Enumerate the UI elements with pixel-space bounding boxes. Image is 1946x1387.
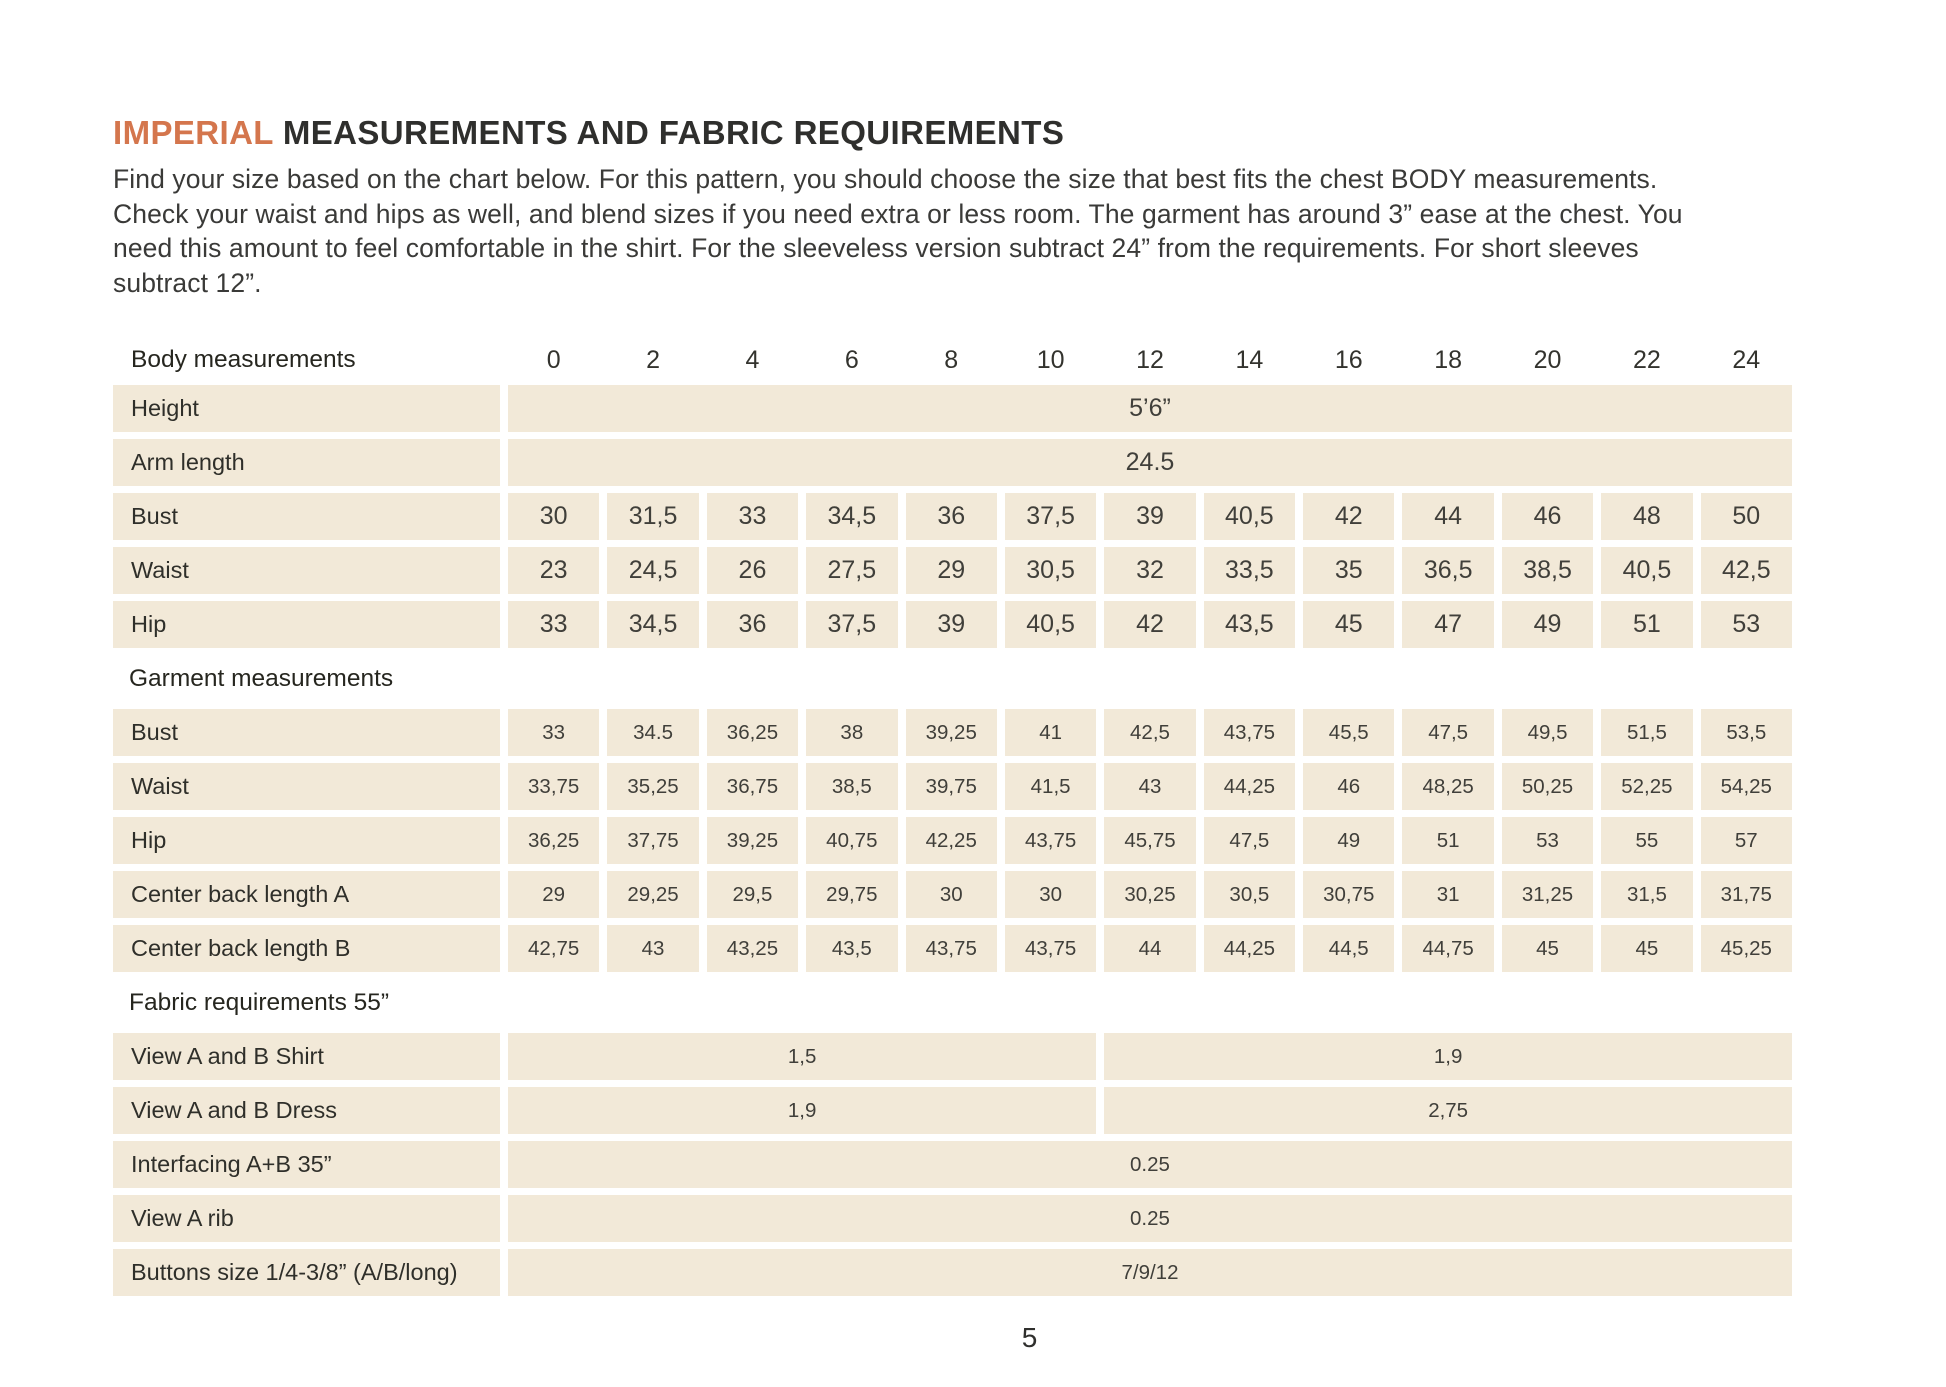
section-header: Garment measurements — [129, 664, 394, 692]
page-title-accent: IMPERIAL — [113, 114, 274, 151]
value-cell: 33 — [508, 601, 599, 648]
size-column-header: 18 — [1434, 345, 1463, 374]
value-cell: 45,75 — [1104, 817, 1195, 864]
row-label: Height — [113, 385, 500, 432]
row-label: View A and B Shirt — [113, 1033, 500, 1080]
value-cell: 33 — [508, 709, 599, 756]
size-column-header: 10 — [1036, 345, 1065, 374]
value-cell: 57 — [1701, 817, 1792, 864]
value-cell: 43 — [1104, 763, 1195, 810]
value-cell: 42,5 — [1701, 547, 1792, 594]
value-cell: 49 — [1303, 817, 1394, 864]
value-cell: 39 — [1104, 493, 1195, 540]
value-cell: 41 — [1005, 709, 1096, 756]
value-cell: 45 — [1601, 925, 1692, 972]
value-cell: 30,75 — [1303, 871, 1394, 918]
value-cell: 45,5 — [1303, 709, 1394, 756]
value-cell: 45,25 — [1701, 925, 1792, 972]
value-cell: 38,5 — [1502, 547, 1593, 594]
size-column-header: 14 — [1235, 345, 1264, 374]
value-cell: 42,5 — [1104, 709, 1195, 756]
merged-value-cell: 1,9 — [508, 1087, 1096, 1134]
table-header-label: Body measurements — [131, 346, 356, 373]
value-cell: 40,75 — [806, 817, 897, 864]
value-cell: 37,75 — [607, 817, 698, 864]
value-cell: 27,5 — [806, 547, 897, 594]
value-cell: 30 — [1005, 871, 1096, 918]
value-cell: 48,25 — [1402, 763, 1493, 810]
value-cell: 34,5 — [607, 601, 698, 648]
size-column-header: 0 — [546, 345, 561, 374]
row-label: Bust — [113, 709, 500, 756]
size-column-header: 12 — [1136, 345, 1164, 374]
value-cell: 50,25 — [1502, 763, 1593, 810]
value-cell: 47 — [1402, 601, 1493, 648]
merged-value-cell: 1,9 — [1104, 1033, 1792, 1080]
row-label: Bust — [113, 493, 500, 540]
value-cell: 29 — [906, 547, 997, 594]
value-cell: 53,5 — [1701, 709, 1792, 756]
value-cell: 23 — [508, 547, 599, 594]
value-cell: 36,5 — [1402, 547, 1493, 594]
value-cell: 36 — [906, 493, 997, 540]
row-label: Hip — [113, 817, 500, 864]
value-cell: 31,75 — [1701, 871, 1792, 918]
value-cell: 43,75 — [906, 925, 997, 972]
value-cell: 37,5 — [806, 601, 897, 648]
section-header: Fabric requirements 55” — [129, 988, 390, 1016]
merged-value-cell: 2,75 — [1104, 1087, 1792, 1134]
size-column-header: 2 — [646, 345, 661, 374]
size-column-header: 8 — [944, 345, 959, 374]
value-cell: 36,75 — [707, 763, 798, 810]
value-cell: 38,5 — [806, 763, 897, 810]
value-cell: 45 — [1502, 925, 1593, 972]
value-cell: 36 — [707, 601, 798, 648]
value-cell: 30,5 — [1204, 871, 1295, 918]
merged-value-cell: 5’6” — [508, 385, 1792, 432]
value-cell: 29,75 — [806, 871, 897, 918]
value-cell: 42 — [1303, 493, 1394, 540]
value-cell: 51,5 — [1601, 709, 1692, 756]
value-cell: 30 — [508, 493, 599, 540]
value-cell: 33,5 — [1204, 547, 1295, 594]
page-title-rest: MEASUREMENTS AND FABRIC REQUIREMENTS — [273, 114, 1065, 151]
value-cell: 43,5 — [1204, 601, 1295, 648]
row-label: Interfacing A+B 35” — [113, 1141, 500, 1188]
page-title — [113, 112, 1946, 154]
value-cell: 31,25 — [1502, 871, 1593, 918]
value-cell: 53 — [1701, 601, 1792, 648]
value-cell: 46 — [1502, 493, 1593, 540]
value-cell: 30,25 — [1104, 871, 1195, 918]
value-cell: 44,25 — [1204, 763, 1295, 810]
value-cell: 35 — [1303, 547, 1394, 594]
row-label: Center back length A — [113, 871, 500, 918]
value-cell: 48 — [1601, 493, 1692, 540]
value-cell: 29,5 — [707, 871, 798, 918]
row-label: Waist — [113, 547, 500, 594]
value-cell: 36,25 — [707, 709, 798, 756]
intro-line: Find your size based on the chart below. For this pattern, you should choose the size that best fits the chest BODY measurements. — [113, 164, 1658, 194]
value-cell: 44 — [1104, 925, 1195, 972]
value-cell: 37,5 — [1005, 493, 1096, 540]
value-cell: 47,5 — [1204, 817, 1295, 864]
value-cell: 39,75 — [906, 763, 997, 810]
value-cell: 34,5 — [806, 493, 897, 540]
value-cell: 44,5 — [1303, 925, 1394, 972]
value-cell: 29,25 — [607, 871, 698, 918]
value-cell: 43 — [607, 925, 698, 972]
value-cell: 24,5 — [607, 547, 698, 594]
value-cell: 34.5 — [607, 709, 698, 756]
value-cell: 43,75 — [1005, 817, 1096, 864]
value-cell: 49,5 — [1502, 709, 1593, 756]
value-cell: 41,5 — [1005, 763, 1096, 810]
size-column-header: 22 — [1633, 345, 1661, 374]
value-cell: 47,5 — [1402, 709, 1493, 756]
intro-line: subtract 12”. — [113, 267, 262, 298]
value-cell: 46 — [1303, 763, 1394, 810]
row-label: View A rib — [113, 1195, 500, 1242]
value-cell: 31,5 — [607, 493, 698, 540]
value-cell: 42,75 — [508, 925, 599, 972]
value-cell: 29 — [508, 871, 599, 918]
value-cell: 35,25 — [607, 763, 698, 810]
size-column-header: 16 — [1334, 345, 1363, 374]
value-cell: 55 — [1601, 817, 1692, 864]
row-label: Arm length — [113, 439, 500, 486]
value-cell: 33 — [707, 493, 798, 540]
value-cell: 39 — [906, 601, 997, 648]
row-label: View A and B Dress — [113, 1087, 500, 1134]
value-cell: 38 — [806, 709, 897, 756]
merged-value-cell: 24.5 — [508, 439, 1792, 486]
value-cell: 26 — [707, 547, 798, 594]
row-label: Center back length B — [113, 925, 500, 972]
intro-line: Check your waist and hips as well, and blend sizes if you need extra or less room. The garment has around 3” ease at the chest. You — [113, 198, 1683, 229]
value-cell: 43,25 — [707, 925, 798, 972]
value-cell: 32 — [1104, 547, 1195, 594]
size-column-header: 20 — [1533, 345, 1562, 374]
value-cell: 30,5 — [1005, 547, 1096, 594]
value-cell: 53 — [1502, 817, 1593, 864]
value-cell: 51 — [1601, 601, 1692, 648]
size-column-header: 24 — [1732, 345, 1761, 374]
value-cell: 36,25 — [508, 817, 599, 864]
value-cell: 44 — [1402, 493, 1493, 540]
row-label: Buttons size 1/4-3/8” (A/B/long) — [113, 1249, 500, 1296]
merged-value-cell: 0.25 — [508, 1195, 1792, 1242]
value-cell: 51 — [1402, 817, 1493, 864]
row-label: Waist — [113, 763, 500, 810]
value-cell: 40,5 — [1204, 493, 1295, 540]
value-cell: 33,75 — [508, 763, 599, 810]
size-table — [113, 342, 1792, 1296]
value-cell: 44,25 — [1204, 925, 1295, 972]
size-column-header: 4 — [745, 345, 760, 374]
value-cell: 52,25 — [1601, 763, 1692, 810]
value-cell: 49 — [1502, 601, 1593, 648]
value-cell: 42,25 — [906, 817, 997, 864]
merged-value-cell: 1,5 — [508, 1033, 1096, 1080]
value-cell: 39,25 — [906, 709, 997, 756]
value-cell: 31 — [1402, 871, 1493, 918]
merged-value-cell: 7/9/12 — [508, 1249, 1792, 1296]
merged-value-cell: 0.25 — [508, 1141, 1792, 1188]
size-column-header: 6 — [844, 345, 859, 374]
page-number: 5 — [1021, 1322, 1038, 1353]
value-cell: 43,5 — [806, 925, 897, 972]
value-cell: 44,75 — [1402, 925, 1493, 972]
value-cell: 40,5 — [1005, 601, 1096, 648]
intro-line: need this amount to feel comfortable in the shirt. For the sleeveless version subtract 24” from the requirements. For short sleeves — [113, 233, 1639, 263]
intro-paragraph — [113, 162, 1946, 300]
value-cell: 43,75 — [1204, 709, 1295, 756]
row-label: Hip — [113, 601, 500, 648]
value-cell: 31,5 — [1601, 871, 1692, 918]
value-cell: 40,5 — [1601, 547, 1692, 594]
value-cell: 43,75 — [1005, 925, 1096, 972]
value-cell: 42 — [1104, 601, 1195, 648]
value-cell: 39,25 — [707, 817, 798, 864]
value-cell: 45 — [1303, 601, 1394, 648]
value-cell: 30 — [906, 871, 997, 918]
value-cell: 54,25 — [1701, 763, 1792, 810]
value-cell: 50 — [1701, 493, 1792, 540]
